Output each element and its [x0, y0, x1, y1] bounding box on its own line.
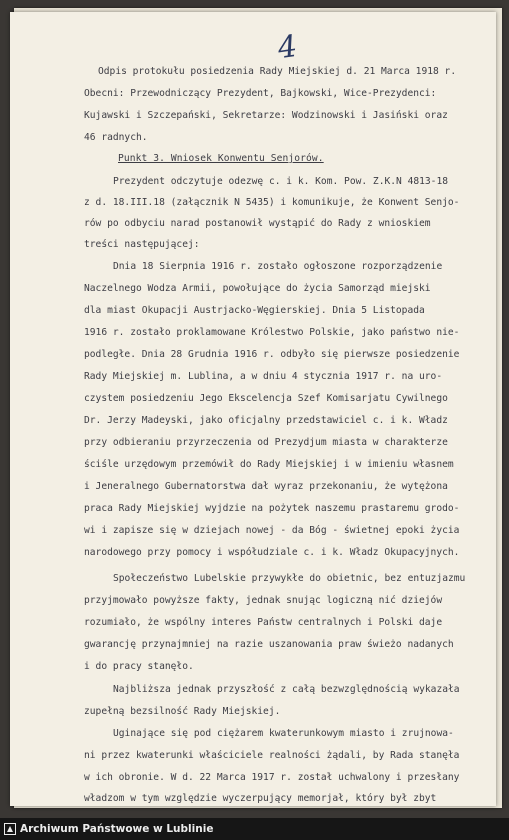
text-line: władzom w tym względzie wyczerpujący memorjał, który był zbyt	[84, 793, 437, 804]
text-line: 1916 r. zostało proklamowane Królestwo Polskie, jako państwo nie-	[84, 327, 460, 338]
text-line: dla miast Okupacji Austrjacko-Węgierskiej. Dnia 5 Listopada	[84, 305, 425, 316]
archive-footer-bar	[0, 818, 509, 840]
text-line: Obecni: Przewodniczący Prezydent, Bajkowski, Wice-Prezydenci:	[84, 88, 437, 99]
text-line: z d. 18.III.18 (załącznik N 5435) i komunikuje, że Konwent Senjo-	[84, 197, 460, 208]
section-heading: Punkt 3. Wniosek Konwentu Senjorów.	[118, 153, 324, 164]
text-line: zupełną bezsilność Rady Miejskiej.	[84, 706, 281, 717]
text-line: ściśle urzędowym przemówił do Rady Miejskiej i w imieniu własnem	[84, 459, 454, 470]
text-line: i do pracy stanęło.	[84, 661, 194, 672]
text-line: rozumiało, że wspólny interes Państw centralnych i Polski daje	[84, 617, 443, 628]
archive-name: Archiwum Państwowe w Lublinie	[20, 823, 214, 835]
text-line: Odpis protokułu posiedzenia Rady Miejskiej d. 21 Marca 1918 r.	[98, 66, 457, 77]
text-line: Najbliższa jednak przyszłość z całą bezwzględnością wykazała	[113, 684, 460, 695]
text-line: w ich obronie. W d. 22 Marca 1917 r. został uchwalony i przesłany	[84, 772, 460, 783]
text-line: treści następującej:	[84, 239, 200, 250]
text-line: Dnia 18 Sierpnia 1916 r. zostało ogłoszone rozporządzenie	[113, 261, 443, 272]
text-line: czystem posiedzeniu Jego Ekscelencja Szef Komisarjatu Cywilnego	[84, 393, 448, 404]
text-line: Dr. Jerzy Madeyski, jako oficjalny przedstawiciel c. i k. Władz	[84, 415, 448, 426]
text-line: podległe. Dnia 28 Grudnia 1916 r. odbyło się pierwsze posiedzenie	[84, 349, 460, 360]
text-line: przy odbieraniu przyrzeczenia od Prezydjum miasta w charakterze	[84, 437, 448, 448]
text-line: Naczelnego Wodza Armii, powołujące do życia Samorząd miejski	[84, 283, 431, 294]
text-line: Uginające się pod ciężarem kwaterunkowym miasto i zrujnowa-	[113, 728, 454, 739]
text-line: ni przez kwaterunki właściciele realności żądali, by Rada stanęła	[84, 750, 460, 761]
text-line: Rady Miejskiej m. Lublina, a w dniu 4 stycznia 1917 r. na uro-	[84, 371, 443, 382]
document-page	[10, 12, 496, 806]
text-line: Kujawski i Szczepański, Sekretarze: Wodzinowski i Jasiński oraz	[84, 110, 448, 121]
text-line: rów po odbyciu narad postanowił wystąpić do Rady z wnioskiem	[84, 218, 431, 229]
text-line: Prezydent odczytuje odezwę c. i k. Kom. Pow. Z.K.N 4813-18	[113, 176, 449, 187]
text-line: i Jeneralnego Gubernatorstwa dał wyraz przekonaniu, że wytężona	[84, 481, 448, 492]
text-line: narodowego przy pomocy i współudziale c. i k. Władz Okupacyjnych.	[84, 547, 460, 558]
archive-logo-icon	[4, 823, 16, 835]
text-line: Społeczeństwo Lubelskie przywykłe do obietnic, bez entuzjazmu	[113, 573, 466, 584]
text-line: 46 radnych.	[84, 132, 148, 143]
text-line: gwarancję przynajmniej na razie uszanowania praw świeżo nadanych	[84, 639, 454, 650]
text-line: przyjmowało powyższe fakty, jednak snując logiczną nić dziejów	[84, 595, 443, 606]
handwritten-page-number: 4	[275, 28, 300, 67]
typed-text-block	[10, 12, 496, 806]
text-line: praca Rady Miejskiej wyjdzie na pożytek naszemu prastaremu grodo-	[84, 503, 460, 514]
text-line: wi i zapisze się w dziejach nowej - da Bóg - świetnej epoki życia	[84, 525, 460, 536]
